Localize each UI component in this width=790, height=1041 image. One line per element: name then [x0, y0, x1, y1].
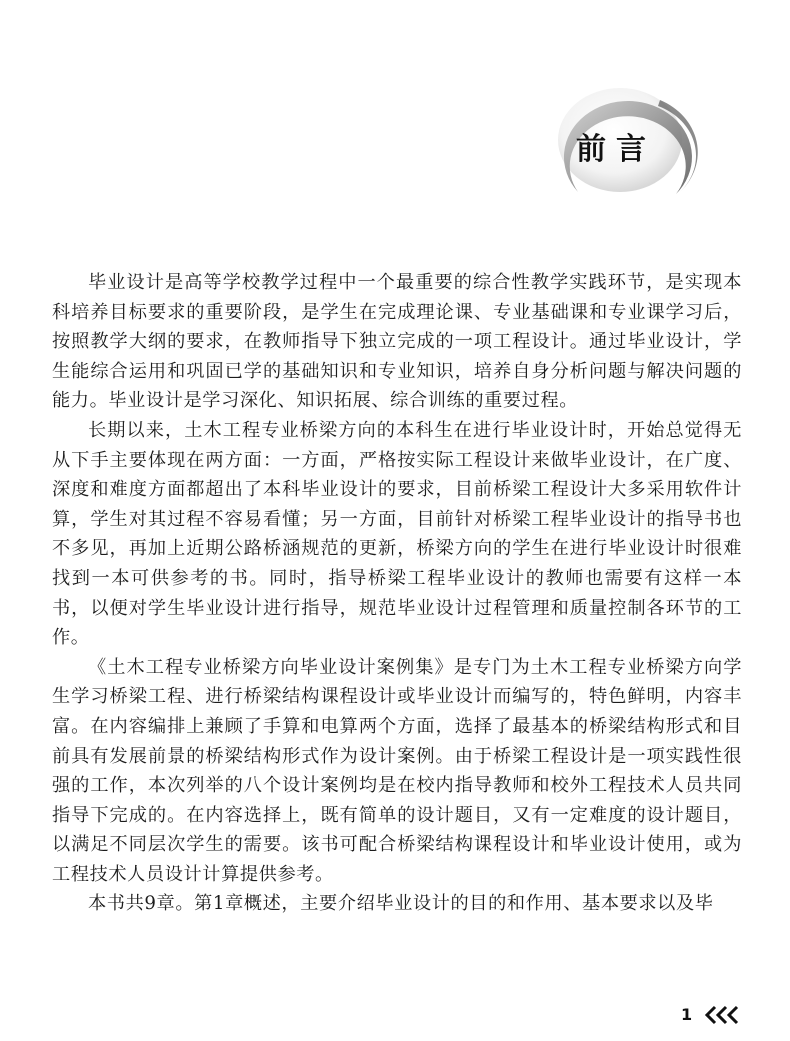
body-text [52, 268, 742, 919]
paragraph-2: 长期以来，土木工程专业桥梁方向的本科生在进行毕业设计时，开始总觉得无从下手主要体现在两方面：一方面，严格按实际工程设计来做毕业设计，在广度、深度和难度方面都超出了本科毕业设计的要求，目前桥梁工程设计大多采用软件计算，学生对其过程不容易看懂；另一方面，目前针对桥梁工程毕业设计的指导书也不多见，再加上近期公路桥涵规范的更新，桥梁方向的学生在进行毕业设计时很难找到一本可供参考的书。同时，指导桥梁工程毕业设计的教师也需要有这样一本书，以便对学生毕业设计进行指导，规范毕业设计过程管理和质量控制各环节的工作。 [52, 419, 742, 649]
triple-chevron-left-icon [703, 1004, 743, 1026]
page-number: 1 [681, 1005, 693, 1024]
page-title: 前言 [576, 132, 656, 167]
paragraph-3: 《土木工程专业桥梁方向毕业设计案例集》是专门为土木工程专业桥梁方向学生学习桥梁工程、进行桥梁结构课程设计或毕业设计而编写的，特色鲜明，内容丰富。在内容编排上兼顾了手算和电算两个方面，选择了最基本的桥梁结构形式和目前具有发展前景的桥梁结构形式作为设计案例。由于桥梁工程设计是一项实践性很强的工作，本次列举的八个设计案例均是在校内指导教师和校外工程技术人员共同指导下完成的。在内容选择上，既有简单的设计题目，又有一定难度的设计题目，以满足不同层次学生的需要。该书可配合桥梁结构课程设计和毕业设计使用，或为工程技术人员设计计算提供参考。 [52, 656, 742, 885]
paragraph-1: 毕业设计是高等学校教学过程中一个最重要的综合性教学实践环节，是实现本科培养目标要求的重要阶段，是学生在完成理论课、专业基础课和专业课学习后，按照教学大纲的要求，在教师指导下独立完成的一项工程设计。通过毕业设计，学生能综合运用和巩固已学的基础知识和专业知识，培养自身分析问题与解决问题的能力。毕业设计是学习深化、知识拓展、综合训练的重要过程。 [52, 272, 742, 412]
paragraph-4: 本书共9章。第1章概述，主要介绍毕业设计的目的和作用、基本要求以及毕 [88, 893, 714, 915]
